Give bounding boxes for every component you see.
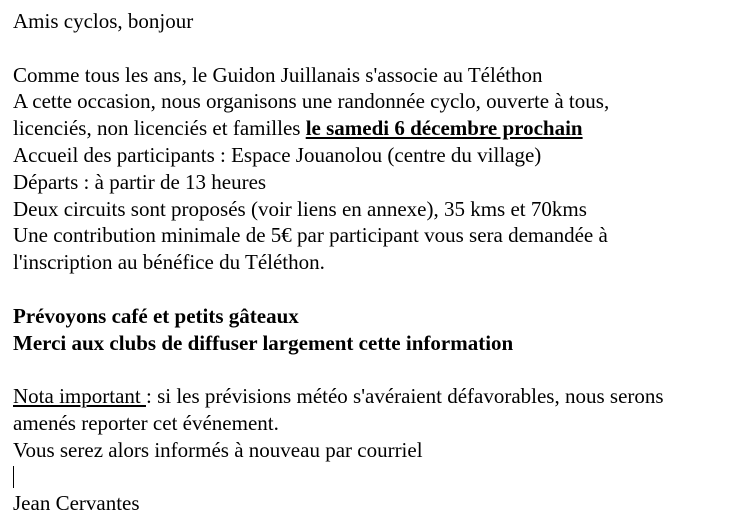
intro-line-7: Une contribution minimale de 5€ par participant vous sera demandée à [13, 223, 608, 248]
intro-line-4: Accueil des participants : Espace Jouanolou (centre du village) [13, 142, 542, 167]
spacer [13, 356, 748, 383]
intro-line-6: Deux circuits sont proposés (voir liens en annexe), 35 kms et 70kms [13, 196, 587, 221]
cursor-line[interactable] [13, 464, 748, 491]
emphasis-line-1: Prévoyons café et petits gâteaux [13, 303, 299, 328]
intro-line-8: l'inscription au bénéfice du Téléthon. [13, 250, 325, 275]
text-cursor [13, 466, 14, 488]
greeting: Amis cyclos, bonjour [13, 9, 194, 33]
signature: Jean Cervantes [13, 491, 140, 516]
intro-line-5: Départs : à partir de 13 heures [13, 169, 267, 194]
nota-label: Nota important [13, 384, 146, 409]
emphasis-line-2: Merci aux clubs de diffuser largement cette information [13, 330, 514, 355]
spacer [13, 276, 748, 303]
intro-line-3-prefix: licenciés, non licenciés et familles [13, 116, 306, 141]
intro-line-2: A cette occasion, nous organisons une randonnée cyclo, ouverte à tous, [13, 89, 610, 114]
nota-line-1 [13, 383, 748, 410]
nota-line-1-rest: : si les prévisions météo s'avéraient défavorables, nous serons [145, 384, 664, 409]
nota-line-3: Vous serez alors informés à nouveau par courriel [13, 437, 423, 462]
letter-body[interactable] [13, 8, 748, 517]
intro-line-1: Comme tous les ans, le Guidon Juillanais s'associe au Téléthon [13, 62, 543, 87]
intro-line-3 [13, 115, 748, 142]
nota-line-2: amenés reporter cet événement. [13, 410, 279, 435]
event-date: le samedi 6 décembre prochain [305, 116, 583, 141]
spacer [13, 35, 748, 62]
